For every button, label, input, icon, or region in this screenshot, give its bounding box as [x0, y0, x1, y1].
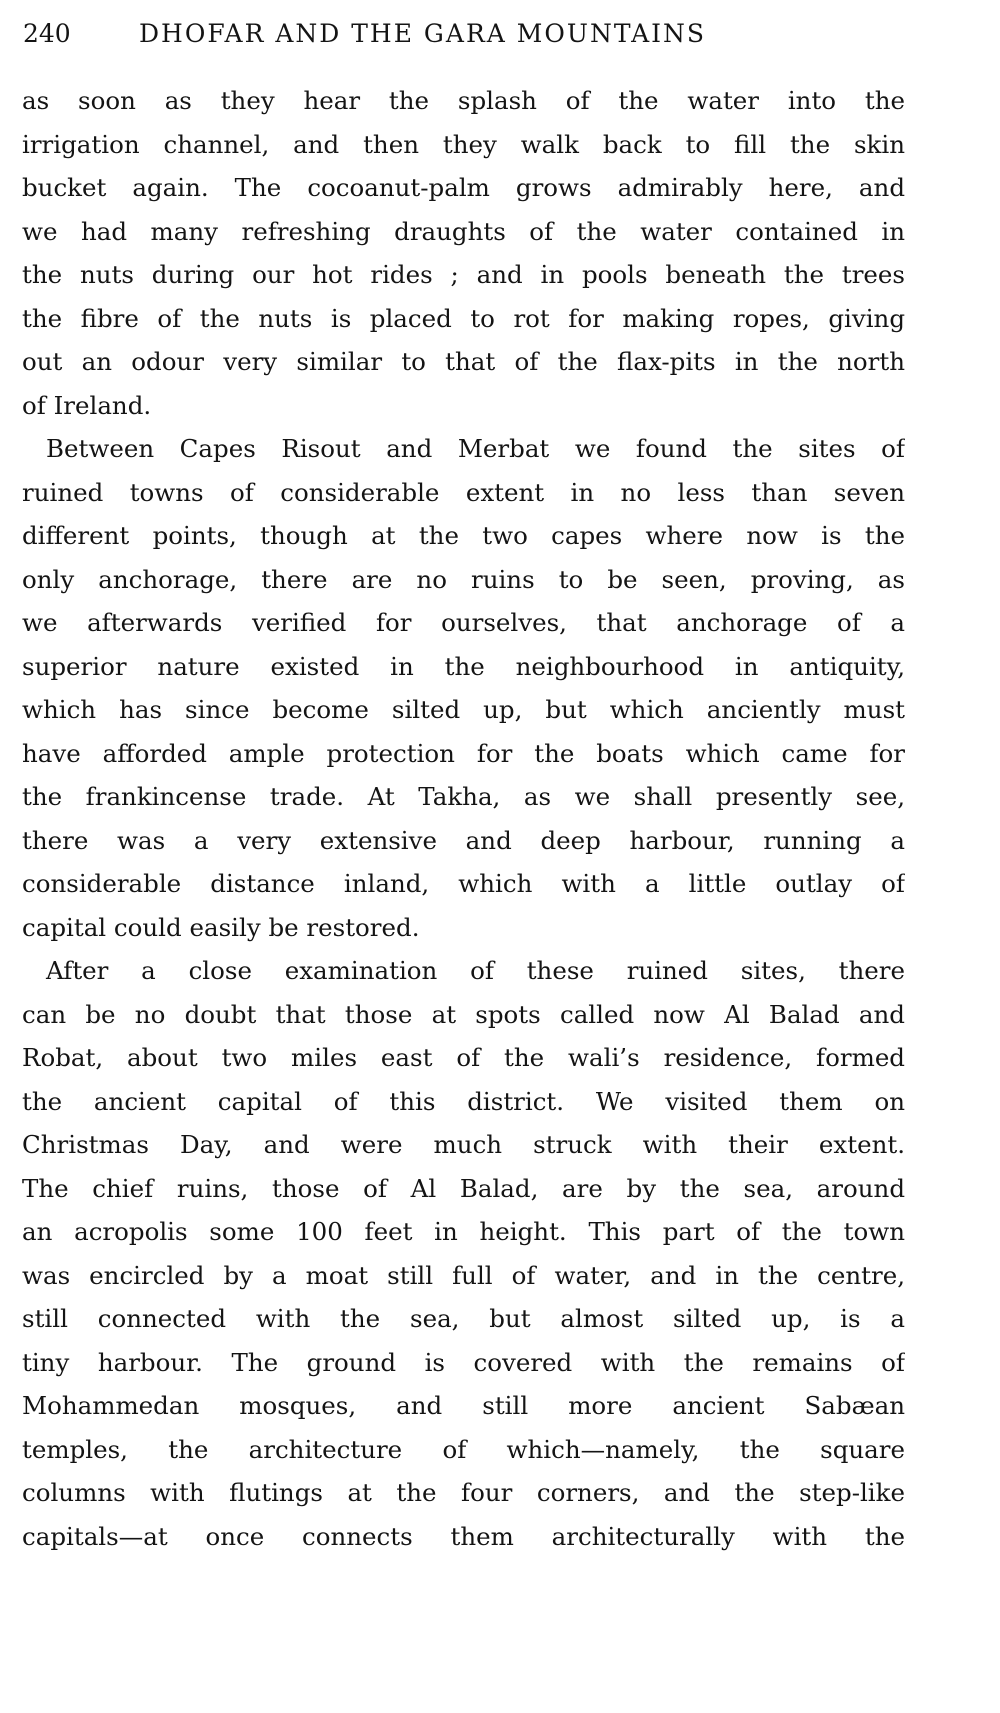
text-line: The chief ruins, those of Al Balad, are by the sea, around [22, 1173, 905, 1203]
text-line: have afforded ample protection for the boats which came for [22, 738, 905, 768]
text-line: still connected with the sea, but almost silted up, is a [22, 1304, 905, 1333]
text-line: which has since become silted up, but which anciently must [22, 695, 905, 724]
text-line: the fibre of the nuts is placed to rot for making ropes, giving [22, 303, 905, 333]
text-line: the frankincense trade. At Takha, as we shall presently see, [22, 782, 905, 811]
text-line: capitals—at once connects them architecturally with the [22, 1521, 905, 1551]
text-line: out an odour very similar to that of the flax-pits in the north [22, 347, 905, 376]
text-line: as soon as they hear the splash of the water into the [22, 86, 905, 115]
text-line: capital could easily be restored. [22, 912, 420, 942]
text-line: different points, though at the two capes where now is the [22, 521, 905, 550]
text-line: ruined towns of considerable extent in no less than seven [22, 477, 905, 507]
text-line: temples, the architecture of which—namely, the square [22, 1434, 905, 1464]
paragraph [22, 949, 905, 1558]
text-line: tiny harbour. The ground is covered with the remains of [22, 1347, 905, 1377]
text-line: we afterwards verified for ourselves, that anchorage of a [22, 608, 905, 637]
text-line: irrigation channel, and then they walk back to fill the skin [22, 129, 905, 159]
text-line: only anchorage, there are no ruins to be seen, proving, as [22, 564, 905, 594]
text-line: an acropolis some 100 feet in height. This part of the town [22, 1217, 905, 1246]
text-line: Mohammedan mosques, and still more ancient Sabæan [22, 1391, 905, 1420]
paragraph [22, 79, 905, 427]
running-title: DHOFAR AND THE GARA MOUNTAINS [139, 19, 707, 48]
text-line: there was a very extensive and deep harbour, running a [22, 825, 905, 855]
page-number: 240 [23, 19, 71, 48]
text-line: After a close examination of these ruined sites, there [46, 956, 905, 985]
text-line: the nuts during our hot rides ; and in pools beneath the trees [22, 260, 905, 289]
text-line: Christmas Day, and were much struck with their extent. [22, 1130, 905, 1159]
text-line: can be no doubt that those at spots called now Al Balad and [22, 999, 905, 1029]
text-line: Robat, about two miles east of the wali’s residence, formed [22, 1043, 905, 1072]
text-line: considerable distance inland, which with a little outlay of [22, 869, 905, 898]
text-line: columns with flutings at the four corners, and the step-like [22, 1478, 905, 1507]
paragraph [22, 427, 905, 949]
text-line: we had many refreshing draughts of the water contained in [22, 216, 905, 246]
text-line: was encircled by a moat still full of water, and in the centre, [22, 1260, 905, 1290]
text-line: Between Capes Risout and Merbat we found the sites of [46, 434, 905, 463]
page-header [23, 14, 905, 54]
text-line: the ancient capital of this district. We visited them on [22, 1086, 905, 1116]
text-line: of Ireland. [22, 390, 152, 420]
body-text [22, 79, 905, 1558]
text-line: bucket again. The cocoanut-palm grows admirably here, and [22, 173, 905, 202]
text-line: superior nature existed in the neighbourhood in antiquity, [22, 651, 905, 681]
